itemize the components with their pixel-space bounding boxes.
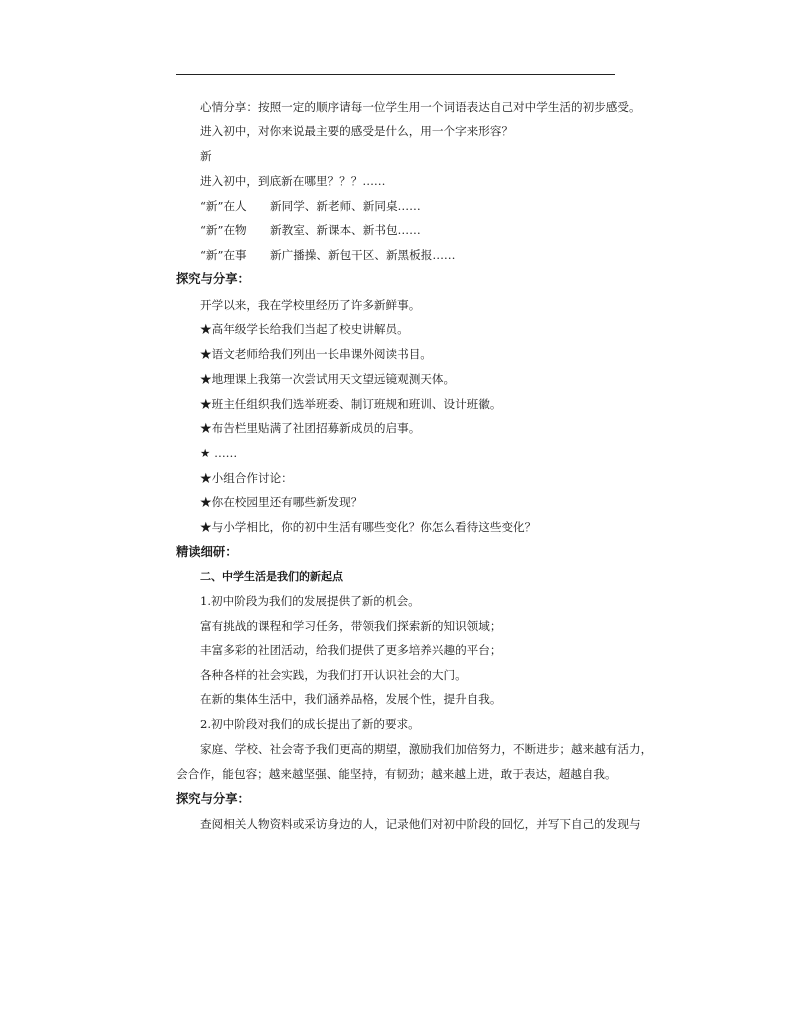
- paragraph-line: 丰富多彩的社团活动，给我们提供了更多培养兴趣的平台；: [200, 643, 502, 657]
- paragraph-line: 富有挑战的课程和学习任务，带领我们探索新的知识领域；: [200, 619, 502, 633]
- row-label: “新”在事: [200, 248, 247, 262]
- bullet-item: ★与小学相比，你的初中生活有哪些变化？你怎么看待这些变化？: [200, 520, 537, 534]
- question-text-2: 进入初中，到底新在哪里？？？……: [200, 174, 386, 188]
- paragraph-line: 家庭、学校、社会寄予我们更高的期望，激励我们加倍努力，不断进步；越来越有活力，: [200, 742, 653, 756]
- question-text: 进入初中，对你来说最主要的感受是什么，用一个字来形容？: [200, 124, 514, 138]
- point-2: 2.初中阶段对我们的成长提出了新的要求。: [200, 717, 420, 731]
- section-heading-explore-2: 探究与分享：: [176, 792, 250, 806]
- paragraph-line: 各种各样的社会实践，为我们打开认识社会的大门。: [200, 668, 467, 682]
- section-heading-study: 精读细研：: [176, 545, 238, 559]
- paragraph-line: 在新的集体生活中，我们涵养品格，发展个性，提升自我。: [200, 692, 502, 706]
- new-row-things: [200, 222, 421, 238]
- bullet-item: ★ ……: [200, 446, 238, 460]
- answer-text: 新: [200, 149, 212, 163]
- bullet-item: ★班主任组织我们选举班委、制订班规和班训、设计班徽。: [200, 397, 502, 411]
- new-row-people: [200, 198, 421, 214]
- section-lead: 开学以来，我在学校里经历了许多新鲜事。: [200, 298, 421, 312]
- row-items: 新教室、新课本、新书包……: [270, 223, 421, 237]
- row-items: 新广播操、新包干区、新黑板报……: [270, 248, 456, 262]
- bullet-item: ★地理课上我第一次尝试用天文望远镜观测天体。: [200, 372, 456, 386]
- row-label: “新”在人: [200, 199, 247, 213]
- section-heading-explore: 探究与分享：: [176, 272, 250, 286]
- point-1: 1.初中阶段为我们的发展提供了新的机会。: [200, 594, 420, 608]
- new-row-events: [200, 247, 456, 263]
- row-label: “新”在物: [200, 223, 247, 237]
- header-rule: [176, 74, 615, 75]
- subheading: 二、中学生活是我们的新起点: [200, 570, 343, 583]
- bullet-item: ★高年级学长给我们当起了校史讲解员。: [200, 322, 409, 336]
- paragraph-line-continued: 会合作，能包容；越来越坚强、能坚持，有韧劲；越来越上进，敢于表达，超越自我。: [176, 767, 617, 781]
- paragraph-line: 查阅相关人物资料或采访身边的人，记录他们对初中阶段的回忆，并写下自己的发现与: [200, 817, 641, 831]
- bullet-item: ★布告栏里贴满了社团招募新成员的启事。: [200, 421, 421, 435]
- mood-sharing-text: 心情分享：按照一定的顺序请每一位学生用一个词语表达自己对中学生活的初步感受。: [200, 100, 641, 114]
- bullet-item: ★语文老师给我们列出一长串课外阅读书目。: [200, 347, 432, 361]
- bullet-item: ★你在校园里还有哪些新发现？: [200, 495, 363, 509]
- bullet-item: ★小组合作讨论：: [200, 471, 293, 485]
- row-items: 新同学、新老师、新同桌……: [270, 199, 421, 213]
